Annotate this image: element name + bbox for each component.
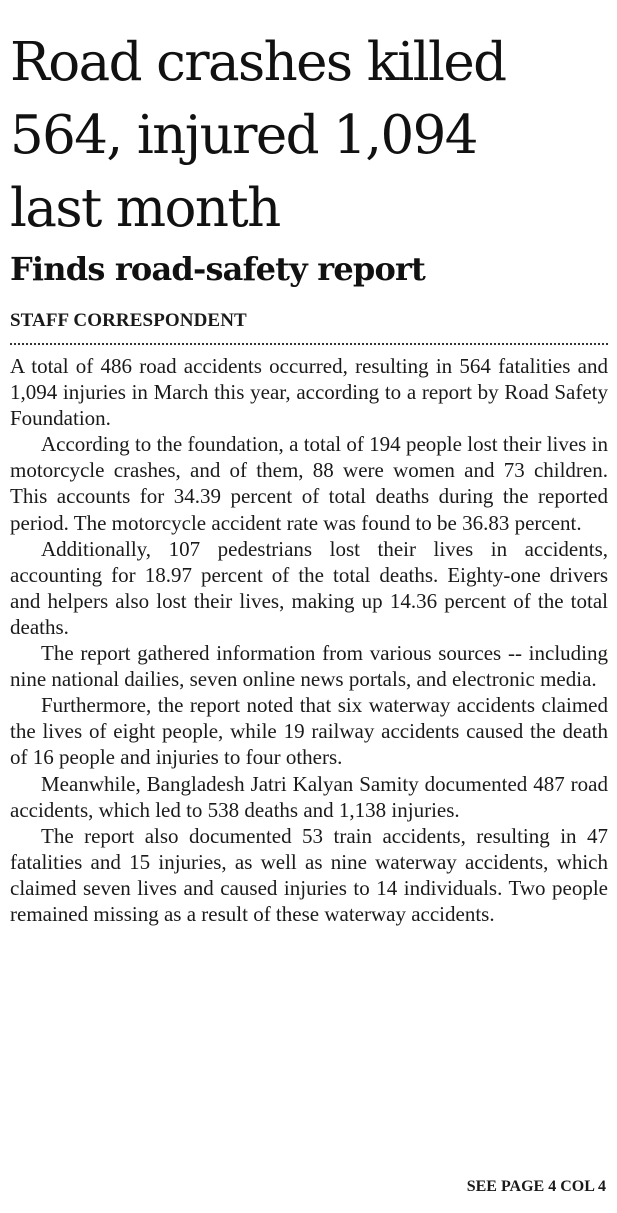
paragraph: According to the foundation, a total of 194 people lost their lives in motorcycle crashes, and of them, 88 were women and 73 children. This accounts for 34.39 percent of total deaths during the reported period. The motorcycle accident rate was found to be 36.83 percent. bbox=[10, 432, 608, 535]
headline-line: 564, injured 1,094 bbox=[10, 105, 477, 166]
paragraph: The report gathered information from various sources -- including nine national dailies, seven online news portals, and electronic media. bbox=[10, 641, 608, 692]
paragraph: Additionally, 107 pedestrians lost their lives in accidents, accounting for 18.97 percent of the total deaths. Eighty-one drivers and helpers also lost their lives, making up 14.36 percent of the total deaths. bbox=[10, 536, 608, 639]
byline: STAFF CORRESPONDENT bbox=[10, 310, 247, 331]
article-body bbox=[10, 353, 608, 927]
dotted-divider bbox=[10, 343, 608, 345]
continuation-note: SEE PAGE 4 COL 4 bbox=[466, 1178, 606, 1195]
paragraph: Furthermore, the report noted that six waterway accidents claimed the lives of eight people, while 19 railway accidents caused the death of 16 people and injuries to four others. bbox=[10, 693, 608, 770]
paragraph: The report also documented 53 train accidents, resulting in 47 fatalities and 15 injuries, as well as nine waterway accidents, which claimed seven lives and caused injuries to 14 individuals. Two people remained missing as a result of these waterway accidents. bbox=[10, 823, 608, 926]
headline bbox=[10, 0, 608, 245]
article bbox=[10, 0, 608, 927]
headline-line: last month bbox=[10, 178, 280, 239]
subheadline: Finds road-safety report bbox=[10, 250, 426, 288]
paragraph: Meanwhile, Bangladesh Jatri Kalyan Samity documented 487 road accidents, which led to 538 deaths and 1,138 injuries. bbox=[10, 771, 608, 822]
paragraph: A total of 486 road accidents occurred, resulting in 564 fatalities and 1,094 injuries in March this year, according to a report by Road Safety Foundation. bbox=[10, 354, 608, 431]
headline-line: Road crashes killed bbox=[10, 32, 506, 93]
